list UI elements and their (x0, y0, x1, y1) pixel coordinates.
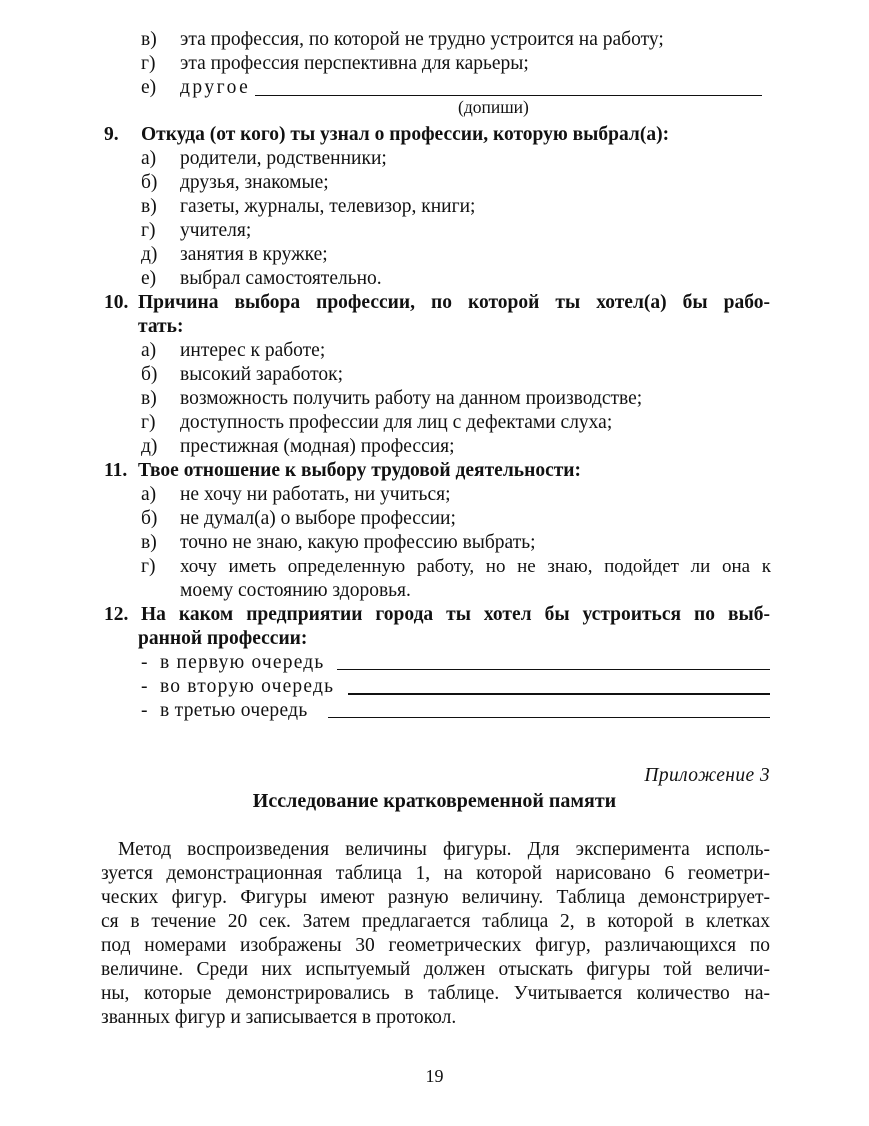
write-in-line[interactable] (337, 669, 770, 670)
paragraph-line: ся в течение 20 сек. Затем предлагается таблица 2, в которой в клетках (101, 911, 770, 932)
write-in-line[interactable] (255, 95, 762, 96)
paragraph-line: величине. Среди них испытуемый должен отыскать фигуры той величи- (101, 959, 770, 980)
option-text: друзья, знакомые; (180, 172, 329, 193)
option-letter: б) (141, 172, 158, 193)
option-letter: в) (141, 532, 157, 553)
dash-item-text: в третью очередь (160, 700, 308, 721)
paragraph-line: званных фигур и записывается в протокол. (101, 1007, 457, 1028)
option-text: эта профессия перспективна для карьеры; (180, 53, 529, 74)
write-in-line[interactable] (348, 693, 770, 695)
option-text: доступность профессии для лиц с дефектами слуха; (180, 412, 613, 433)
paragraph-line: ны, которые демонстрировались в таблице. Учитывается количество на- (101, 983, 770, 1004)
option-letter: д) (141, 244, 158, 265)
question-number: 11. (104, 460, 128, 481)
dash-item-text: в первую очередь (160, 652, 325, 673)
question-number: 9. (104, 124, 119, 145)
question-number: 12. (104, 604, 129, 625)
option-text: точно не знаю, какую профессию выбрать; (180, 532, 536, 553)
dash-marker: - (141, 652, 148, 673)
option-text: не хочу ни работать, ни учиться; (180, 484, 451, 505)
option-letter: г) (141, 220, 156, 241)
page-number: 19 (425, 1066, 444, 1086)
question-text-continued: ранной профессии: (138, 628, 308, 649)
option-text: высокий заработок; (180, 364, 344, 385)
option-letter: д) (141, 436, 158, 457)
paragraph-line: под номерами изображены 30 геометрических фигур, различающихся по (101, 935, 770, 956)
option-text: газеты, журналы, телевизор, книги; (180, 196, 476, 217)
option-letter: в) (141, 196, 157, 217)
option-letter: а) (141, 340, 157, 361)
paragraph-line: ческих фигур. Фигуры имеют разную величину. Таблица демонстрирует- (101, 887, 770, 908)
dash-marker: - (141, 676, 148, 697)
option-text: эта профессия, по которой не трудно устроится на работу; (180, 29, 664, 50)
option-text: интерес к работе; (180, 340, 326, 361)
option-letter: а) (141, 148, 157, 169)
question-text: Откуда (от кого) ты узнал о профессии, которую выбрал(а): (141, 124, 670, 145)
dash-marker: - (141, 700, 148, 721)
option-text: возможность получить работу на данном производстве; (180, 388, 643, 409)
option-letter: а) (141, 484, 157, 505)
option-text: другое (180, 77, 251, 98)
option-text: занятия в кружке; (180, 244, 328, 265)
option-letter: г) (141, 53, 156, 74)
option-text: учителя; (180, 220, 252, 241)
write-in-line[interactable] (328, 717, 770, 718)
dash-item-text: во вторую очередь (160, 676, 335, 697)
appendix-label: Приложение 3 (644, 765, 770, 786)
option-letter: б) (141, 508, 158, 529)
question-text-continued: тать: (138, 316, 184, 337)
question-text: Твое отношение к выбору трудовой деятельности: (138, 460, 582, 481)
option-text: хочу иметь определенную работу, но не знаю, подойдет ли она к (180, 556, 771, 577)
question-text: Причина выбора профессии, по которой ты хотел(а) бы рабо- (138, 292, 770, 313)
section-title: Исследование кратковременной памяти (252, 790, 617, 812)
option-text: выбрал самостоятельно. (180, 268, 382, 289)
paragraph-line: зуется демонстрационная таблица 1, на которой нарисовано 6 геометри- (101, 863, 770, 884)
write-in-hint: (допиши) (458, 97, 529, 117)
option-text: не думал(а) о выборе профессии; (180, 508, 456, 529)
option-text: родители, родственники; (180, 148, 387, 169)
option-text-continued: моему состоянию здоровья. (180, 580, 411, 601)
question-number: 10. (104, 292, 129, 313)
option-letter: е) (141, 268, 157, 289)
option-letter: г) (141, 556, 156, 577)
option-letter: в) (141, 388, 157, 409)
option-letter: е) (141, 77, 157, 98)
option-letter: г) (141, 412, 156, 433)
option-letter: б) (141, 364, 158, 385)
option-text: престижная (модная) профессия; (180, 436, 455, 457)
option-letter: в) (141, 29, 157, 50)
paragraph-line: Метод воспроизведения величины фигуры. Для эксперимента исполь- (118, 839, 770, 860)
question-text: На каком предприятии города ты хотел бы устроиться по выб- (141, 604, 770, 625)
